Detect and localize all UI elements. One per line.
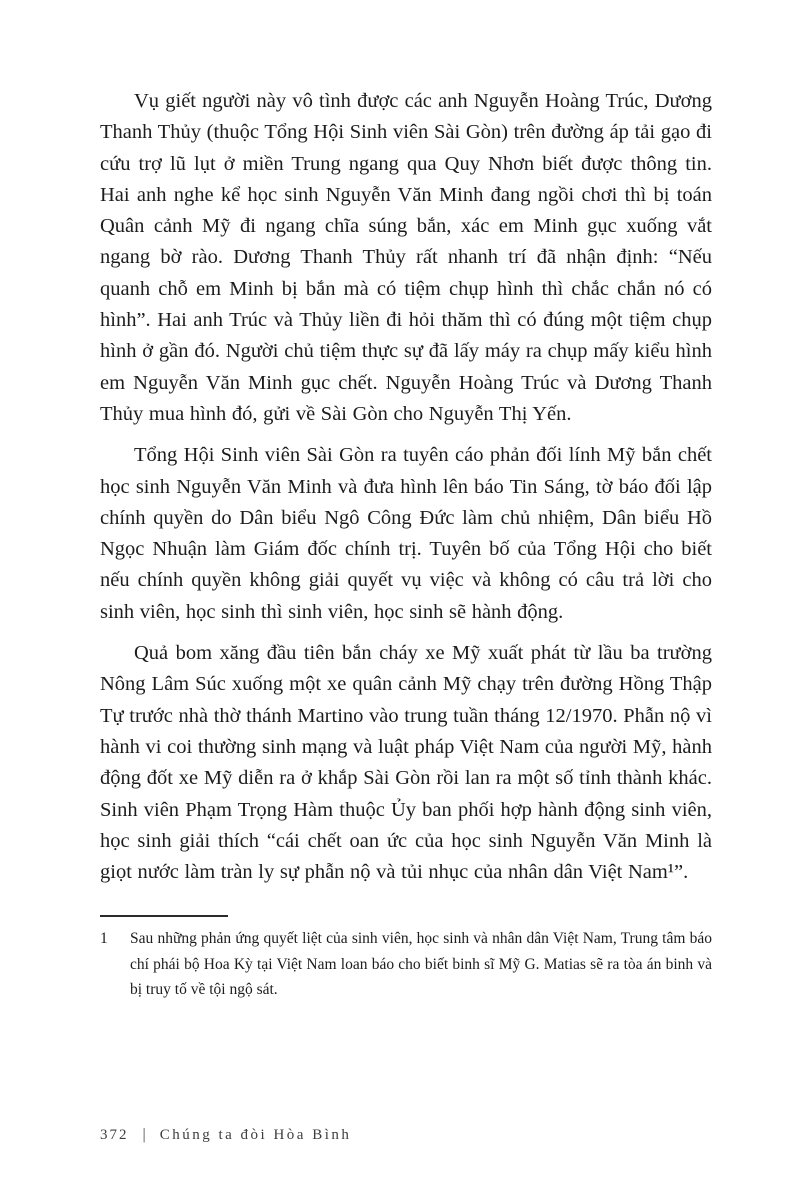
paragraph-1: Vụ giết người này vô tình được các anh Nguyễn Hoàng Trúc, Dương Thanh Thủy (thuộc Tổng Hội Sinh viên Sài Gòn) trên đường áp tải gạo đi cứu trợ lũ lụt ở miền Trung ngang qua Quy Nhơn biết được thông tin. Hai anh nghe kể học sinh Nguyễn Văn Minh đang ngồi chơi thì bị toán Quân cảnh Mỹ đi ngang chĩa súng bắn, xác em Minh gục xuống vắt ngang bờ rào. Dương Thanh Thủy rất nhanh trí đã nhận định: “Nếu quanh chỗ em Minh bị bắn mà có tiệm chụp hình thì chắc chắn nó có hình”. Hai anh Trúc và Thủy liền đi hỏi thăm thì có đúng một tiệm chụp hình ở gần đó. Người chủ tiệm thực sự đã lấy máy ra chụp mấy kiểu hình em Nguyễn Văn Minh gục chết. Nguyễn Hoàng Trúc và Dương Thanh Thủy mua hình đó, gửi về Sài Gòn cho Nguyễn Thị Yến. [100,90,712,425]
footnote [100,926,712,1003]
paragraph-2: Tổng Hội Sinh viên Sài Gòn ra tuyên cáo phản đối lính Mỹ bắn chết học sinh Nguyễn Văn Minh và đưa hình lên báo Tin Sáng, tờ báo đối lập chính quyền do Dân biểu Ngô Công Đức làm chủ nhiệm, Dân biểu Hồ Ngọc Nhuận làm Giám đốc chính trị. Tuyên bố của Tổng Hội cho biết nếu chính quyền không giải quyết vụ việc và không có câu trả lời cho sinh viên, học sinh thì sinh viên, học sinh sẽ hành động. [100,444,712,623]
footnote-number: 1 [100,930,108,948]
footnote-text: Sau những phản ứng quyết liệt của sinh viên, học sinh và nhân dân Việt Nam, Trung tâm báo chí phái bộ Hoa Kỳ tại Việt Nam loan báo cho biết binh sĩ Mỹ G. Matias sẽ ra tòa án binh và bị truy tố về tội ngộ sát. [130,930,712,999]
footnote-divider [100,915,228,917]
body-text [100,86,712,888]
book-title: Chúng ta đòi Hòa Bình [159,1126,352,1143]
page-number: 372 [100,1126,129,1143]
footer-divider: | [142,1126,146,1143]
paragraph-3: Quả bom xăng đầu tiên bắn cháy xe Mỹ xuất phát từ lầu ba trường Nông Lâm Súc xuống một xe quân cảnh Mỹ chạy trên đường Hồng Thập Tự trước nhà thờ thánh Martino vào trung tuần tháng 12/1970. Phẫn nộ vì hành vi coi thường sinh mạng và luật pháp Việt Nam của người Mỹ, hành động đốt xe Mỹ diễn ra ở khắp Sài Gòn rồi lan ra một số tỉnh thành khác. Sinh viên Phạm Trọng Hàm thuộc Ủy ban phối hợp hành động sinh viên, học sinh giải thích “cái chết oan ức của học sinh Nguyễn Văn Minh là giọt nước làm tràn ly sự phẫn nộ và tủi nhục của nhân dân Việt Nam¹”. [100,642,712,884]
page-footer [100,1126,351,1144]
